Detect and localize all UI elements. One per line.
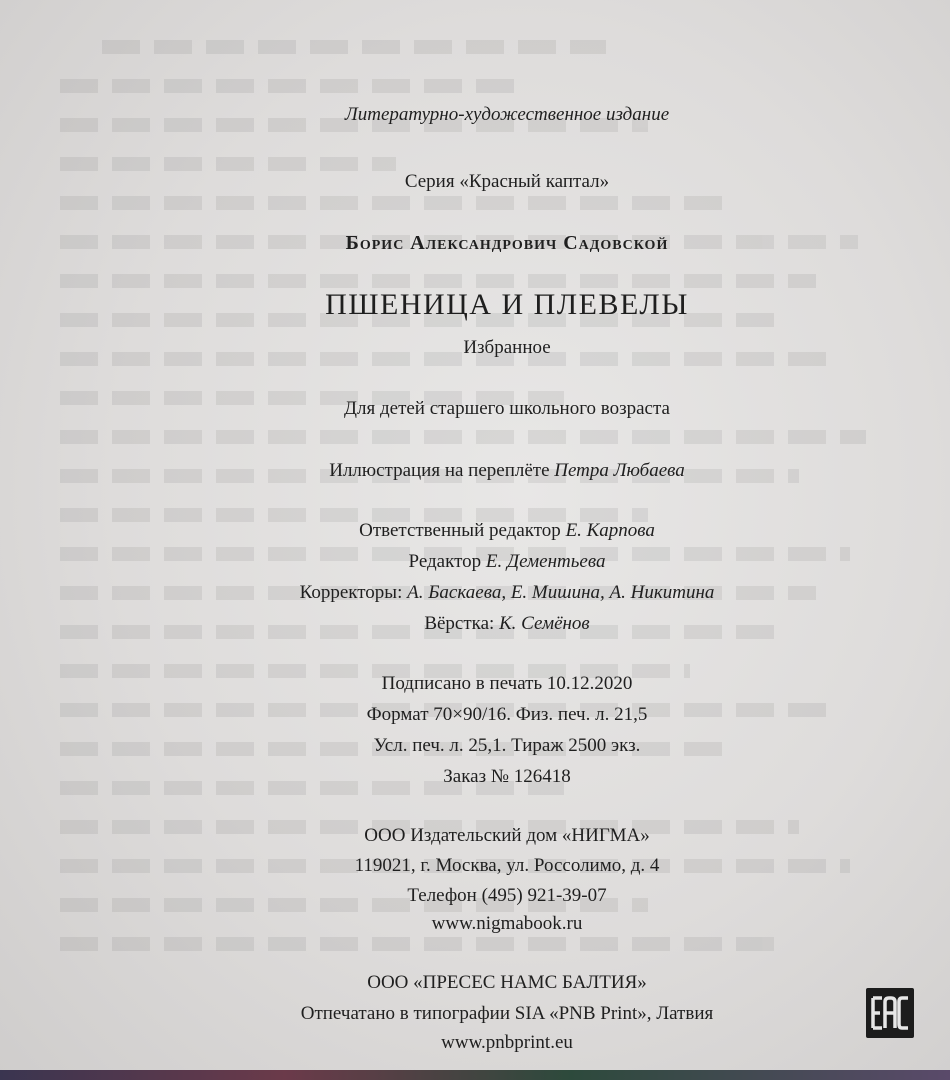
credit-line [0, 551, 950, 574]
book-subtitle: Избранное [463, 337, 551, 358]
publisher-address: 119021, г. Москва, ул. Россолимо, д. 4 [354, 855, 660, 876]
credit-person: К. Семёнов [499, 613, 590, 634]
edition-type: Литературно-художественное издание [344, 104, 670, 125]
publisher-name: ООО Издательский дом «НИГМА» [364, 825, 650, 846]
credit-role: Ответственный редактор [359, 520, 566, 541]
credit-role: Вёрстка: [424, 613, 500, 634]
credit-role: Редактор [408, 551, 486, 572]
series-line: Серия «Красный каптал» [404, 171, 610, 192]
eac-conformity-mark-icon [866, 988, 914, 1038]
credit-line [0, 613, 950, 636]
publisher-phone: Телефон (495) 921-39-07 [407, 885, 607, 906]
printer-website: www.pnbprint.eu [441, 1032, 573, 1053]
printer-location: Отпечатано в типографии SIA «PNB Print», Латвия [300, 1003, 714, 1024]
author-name: Борис Александрович Садовской [345, 232, 669, 254]
publisher-website: www.nigmabook.ru [431, 913, 583, 934]
credit-line [0, 582, 950, 605]
printer-name: ООО «ПРЕСЕС НАМС БАЛТИЯ» [367, 972, 647, 993]
credit-person: А. Баскаева, Е. Мишина, А. Никитина [407, 582, 715, 603]
illustration-credit-prefix: Иллюстрация на переплёте [329, 460, 555, 481]
credit-person: Е. Карпова [565, 520, 655, 541]
print-info-line: Усл. печ. л. 25,1. Тираж 2500 экз. [373, 735, 641, 756]
bottom-page-edge [0, 1070, 950, 1080]
illustration-credit [0, 460, 950, 483]
book-title: ПШЕНИЦА И ПЛЕВЕЛЫ [325, 288, 689, 321]
print-info-line: Формат 70×90/16. Физ. печ. л. 21,5 [366, 704, 648, 725]
print-info-line: Подписано в печать 10.12.2020 [381, 673, 633, 694]
credit-role: Корректоры: [299, 582, 408, 603]
illustrator-name: Петра Любаева [554, 460, 685, 481]
credit-person: Е. Дементьева [485, 551, 606, 572]
credit-line [0, 520, 950, 543]
print-info-line: Заказ № 126418 [443, 766, 571, 787]
audience-line: Для детей старшего школьного возраста [344, 398, 670, 419]
